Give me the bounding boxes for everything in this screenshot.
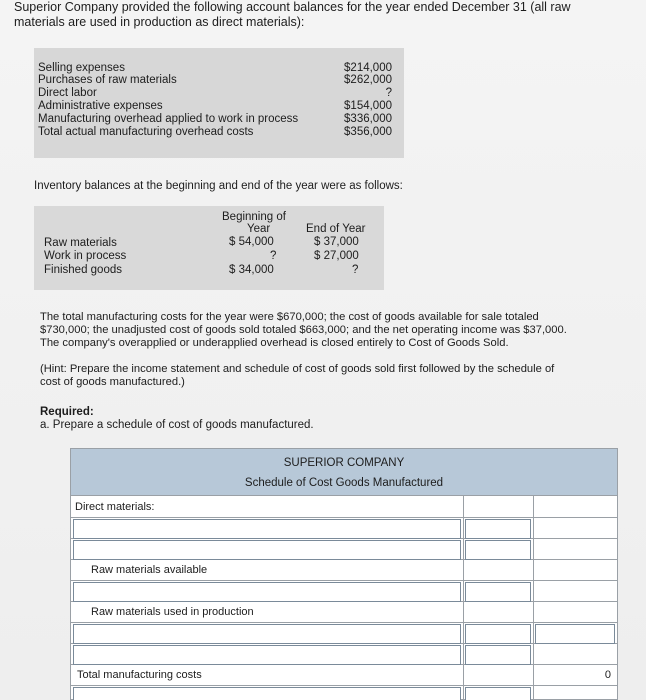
column-divider: [533, 495, 534, 699]
account-value: ?: [385, 87, 392, 99]
inventory-end: ?: [352, 264, 359, 276]
schedule-line-input[interactable]: [73, 582, 461, 602]
schedule-amount-input[interactable]: [465, 540, 531, 560]
inventory-begin: $ 34,000: [229, 264, 274, 276]
inventory-label: Finished goods: [44, 264, 122, 276]
direct-materials-label: Direct materials:: [75, 501, 155, 513]
row-divider: [71, 580, 617, 581]
schedule-line-input[interactable]: [73, 540, 461, 560]
schedule-total-input[interactable]: [535, 624, 615, 644]
schedule-amount-input[interactable]: [465, 582, 531, 602]
intro-text: [14, 0, 634, 30]
schedule-line-input[interactable]: [73, 519, 461, 539]
account-label: Direct labor: [38, 87, 97, 99]
account-value: $336,000: [344, 113, 392, 125]
account-label: Purchases of raw materials: [38, 74, 177, 86]
inventory-end: $ 27,000: [314, 250, 359, 262]
total-manufacturing-costs-value: 0: [604, 669, 611, 681]
schedule-line-input[interactable]: [73, 687, 461, 700]
row-divider: [71, 517, 617, 518]
problem-paragraph-line-2: $730,000; the unadjusted cost of goods sold totaled $663,000; and the net operating income was $37,000.: [40, 324, 567, 336]
inventory-end: $ 37,000: [314, 236, 359, 248]
inventory-label: Work in process: [44, 250, 127, 262]
inventory-intro: Inventory balances at the beginning and end of the year were as follows:: [34, 180, 403, 192]
schedule-line-input[interactable]: [73, 624, 461, 644]
account-label: Selling expenses: [38, 62, 125, 74]
raw-materials-available-label: Raw materials available: [91, 564, 208, 576]
schedule-company: SUPERIOR COMPANY: [283, 457, 405, 469]
schedule-amount-input[interactable]: [465, 624, 531, 644]
schedule-title: Schedule of Cost Goods Manufactured: [244, 477, 444, 489]
intro-line-2: materials are used in production as direct materials):: [14, 15, 305, 29]
problem-paragraph-line-3: The company's overapplied or underapplied overhead is closed entirely to Cost of Goods Sold.: [40, 337, 509, 349]
schedule-amount-input[interactable]: [465, 519, 531, 539]
total-manufacturing-costs-label: Total manufacturing costs: [77, 669, 202, 681]
schedule-line-input[interactable]: [73, 645, 461, 665]
hint-line-2: cost of goods manufactured.): [40, 376, 185, 388]
inventory-col-end-header: End of Year: [306, 223, 366, 235]
inventory-begin: $ 54,000: [229, 236, 274, 248]
inventory-col-begin-header: Beginning of: [222, 211, 286, 223]
schedule-table: [70, 448, 618, 700]
schedule-amount-input[interactable]: [465, 687, 531, 700]
required-heading: Required:: [40, 406, 94, 418]
row-divider: [71, 685, 617, 686]
inventory-begin: ?: [270, 250, 277, 262]
row-divider: [71, 622, 617, 623]
raw-materials-used-label: Raw materials used in production: [91, 606, 254, 618]
intro-line-1: Superior Company provided the following account balances for the year ended December 31 (all raw: [14, 0, 571, 14]
account-label: Administrative expenses: [38, 100, 163, 112]
account-value: $262,000: [344, 74, 392, 86]
schedule-amount-input[interactable]: [465, 645, 531, 665]
row-divider: [71, 495, 617, 496]
inventory-col-begin-header-year: Year: [247, 223, 271, 235]
column-divider: [463, 495, 464, 699]
account-value: $154,000: [344, 100, 392, 112]
problem-paragraph-line-1: The total manufacturing costs for the year were $670,000; the cost of goods available for sale totaled: [40, 311, 539, 323]
inventory-label: Raw materials: [44, 237, 117, 249]
hint-line-1: (Hint: Prepare the income statement and schedule of cost of goods sold first followed by the schedule of: [40, 363, 555, 375]
required-item-a: a. Prepare a schedule of cost of goods manufactured.: [40, 419, 314, 431]
account-value: $356,000: [344, 126, 392, 138]
account-value: $214,000: [344, 62, 392, 74]
account-label: Manufacturing overhead applied to work in process: [38, 113, 299, 125]
account-label: Total actual manufacturing overhead costs: [38, 126, 254, 138]
